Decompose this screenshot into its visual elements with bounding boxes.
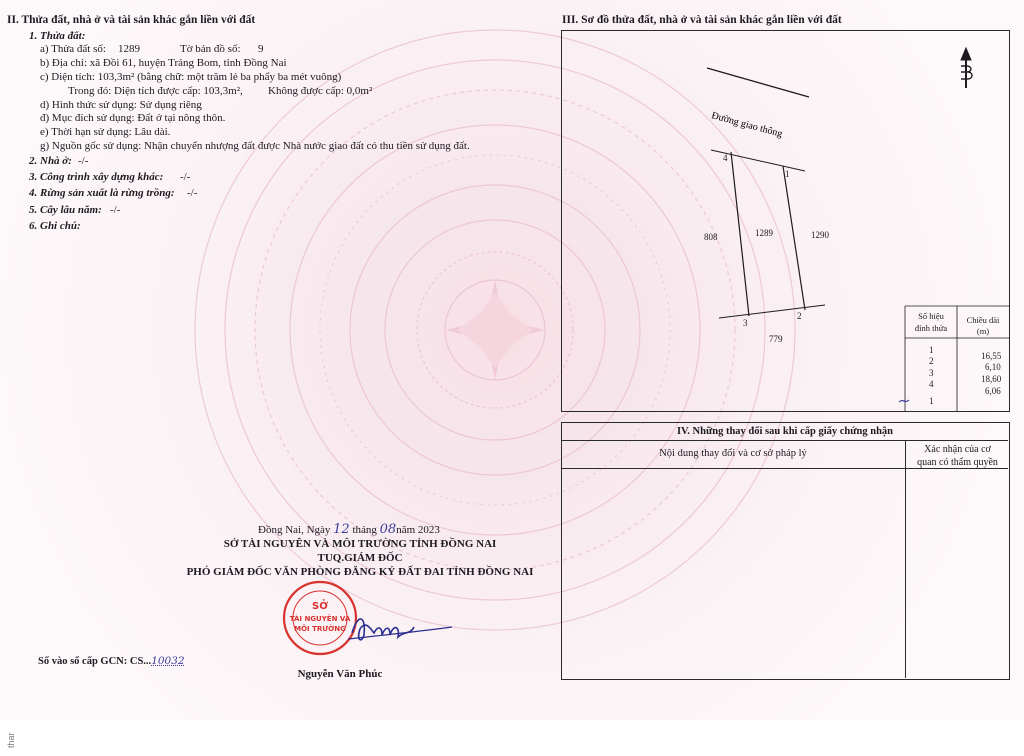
signer-name: Nguyễn Văn Phúc	[297, 668, 383, 680]
changes-title-divider	[561, 440, 1008, 441]
neighbor-left: 808	[704, 232, 718, 242]
registry-number: 10032	[151, 655, 185, 667]
authorization-title: TUQ.GIÁM ĐỐC	[317, 552, 403, 564]
table-length-cell: 16,55	[981, 351, 1002, 361]
table-length-cell: 6,06	[985, 386, 1001, 396]
table-vertex-cell: 1	[929, 345, 934, 355]
map-sheet-number: 9	[258, 43, 264, 55]
section-iv-title: IV. Những thay đổi sau khi cấp giấy chứng nhận	[676, 426, 894, 437]
seal-text-bot: MÔI TRƯỜNG	[294, 625, 346, 633]
section-ii-title: II. Thửa đất, nhà ở và tài sản khác gắn liền với đất	[7, 14, 256, 26]
changes-column-divider	[905, 440, 906, 678]
forest-value: -/-	[187, 187, 198, 199]
seal-text-mid: TÀI NGUYÊN VÀ	[289, 615, 351, 623]
table-length-cell: 18,60	[981, 374, 1002, 384]
map-sheet-label: Tờ bản đồ số:	[180, 43, 241, 55]
parcel-diagram	[561, 30, 1010, 412]
term-of-use: e) Thời hạn sử dụng: Lâu dài.	[40, 126, 171, 138]
notes-label: 6. Ghi chú:	[29, 220, 81, 232]
perennial-value: -/-	[110, 204, 121, 216]
registry-entry	[38, 655, 185, 668]
parcel-number: 1289	[118, 43, 140, 55]
other-works-value: -/-	[180, 171, 191, 183]
vertex-4-label: 4	[723, 153, 728, 163]
area-line: c) Diện tích: 103,3m² (bằng chữ: một trăm lẻ ba phẩy ba mét vuông)	[40, 71, 342, 83]
neighbor-bottom: 779	[769, 334, 783, 344]
date-prefix: Đồng Nai, Ngày	[258, 524, 331, 536]
changes-col-content: Nội dung thay đổi và cơ sở pháp lý	[659, 448, 807, 459]
vertex-1-label: 1	[785, 169, 790, 179]
table-vertex-cell: 3	[929, 368, 934, 378]
road-label: Đường giao thông	[710, 110, 784, 140]
handwritten-signature	[344, 605, 454, 650]
changes-col-confirm-2: quan có thẩm quyền	[917, 457, 998, 468]
area-granted: Trong đó: Diện tích được cấp: 103,3m²,	[68, 85, 243, 97]
signing-date	[258, 523, 440, 537]
parcel-number-label: 1289	[755, 228, 773, 238]
address-line: b) Địa chỉ: xã Đồi 61, huyện Trảng Bom, tỉnh Đồng Nai	[40, 57, 287, 69]
deputy-title: PHÓ GIÁM ĐỐC VĂN PHÒNG ĐĂNG KÝ ĐẤT ĐAI TỈNH ĐỒNG NAI	[186, 566, 534, 578]
other-works-label: 3. Công trình xây dựng khác:	[29, 171, 164, 183]
section-iii-title: III. Sơ đồ thửa đất, nhà ở và tài sản khác gắn liền với đất	[562, 14, 842, 26]
land-heading: 1. Thửa đất:	[29, 30, 86, 42]
date-day: 12	[333, 522, 350, 537]
house-label: 2. Nhà ở:	[29, 155, 72, 167]
seal-text-top: SỞ	[312, 601, 328, 612]
form-of-use: d) Hình thức sử dụng: Sử dụng riêng	[40, 99, 202, 111]
table-header-length-1: Chiều dài	[966, 315, 1000, 325]
origin-of-use: g) Nguồn gốc sử dụng: Nhận chuyển nhượng đất được Nhà nước giao đất có thu tiền sử dụng đất.	[40, 140, 470, 152]
date-month: 08	[379, 522, 397, 537]
date-year: năm 2023	[396, 524, 440, 536]
table-vertex-cell: 2	[929, 356, 934, 366]
ink-mark	[899, 400, 909, 402]
vertex-2-label: 2	[797, 311, 802, 321]
purpose-of-use: đ) Mục đích sử dụng: Đất ở tại nông thôn.	[40, 112, 226, 124]
department-name: SỞ TÀI NGUYÊN VÀ MÔI TRƯỜNG TỈNH ĐỒNG NAI	[223, 538, 497, 550]
neighbor-right: 1290	[811, 230, 829, 240]
side-text: thar	[6, 732, 16, 748]
bottom-margin	[0, 720, 1024, 756]
forest-label: 4. Rừng sản xuất là rừng trồng:	[29, 187, 175, 199]
table-vertex-cell: 4	[929, 379, 934, 389]
changes-col-confirm-1: Xác nhận của cơ	[924, 444, 991, 455]
vertex-3-label: 3	[743, 318, 748, 328]
area-not-granted: Không được cấp: 0,0m²	[268, 85, 373, 97]
house-value: -/-	[78, 155, 89, 167]
table-header-vertex-2: đỉnh thửa	[914, 323, 948, 333]
registry-label: Số vào sổ cấp GCN: CS...	[38, 656, 152, 667]
table-header-length-2: (m)	[976, 326, 990, 336]
table-header-vertex-1: Số hiệu	[918, 311, 944, 321]
table-length-cell: 6,10	[985, 362, 1001, 372]
north-arrow-icon	[961, 48, 972, 88]
parcel-number-label: a) Thửa đất số:	[40, 43, 106, 55]
table-vertex-cell: 1	[929, 396, 934, 406]
perennial-label: 5. Cây lâu năm:	[29, 204, 102, 216]
date-month-word: tháng	[352, 524, 377, 536]
